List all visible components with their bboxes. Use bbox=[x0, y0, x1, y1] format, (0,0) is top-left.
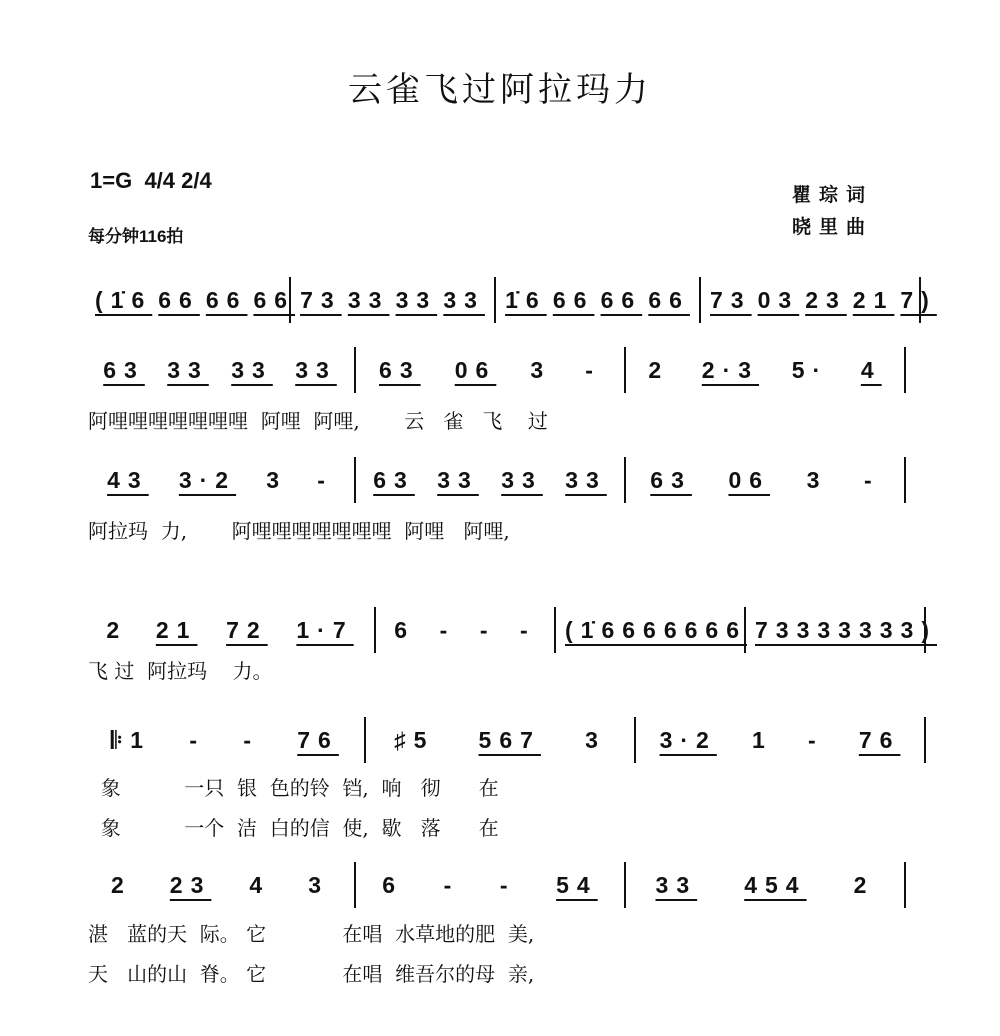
measure bbox=[356, 347, 626, 393]
measure bbox=[746, 607, 937, 653]
note-group: 66 bbox=[600, 286, 643, 313]
note-group: 23 bbox=[805, 286, 847, 313]
song-title: 云雀飞过阿拉玛力 bbox=[348, 70, 652, 110]
note-group: 2 bbox=[106, 616, 128, 643]
lyrics-line: 象 一只 银 色的铃 铛, 响 彻 在 bbox=[88, 776, 499, 800]
note-group: 63 bbox=[650, 466, 692, 493]
lyrics-line: 飞 过 阿拉玛 力。 bbox=[88, 659, 273, 683]
note-group: 33 bbox=[395, 286, 438, 313]
measure bbox=[356, 457, 626, 503]
note-group: 3·2 bbox=[178, 466, 237, 493]
lyrics-line: 湛 蓝的天 际。 它 在唱 水草地的肥 美, bbox=[88, 922, 535, 946]
lyricist: 瞿琮词 bbox=[792, 185, 874, 206]
note-group: 454 bbox=[744, 871, 807, 898]
lyrics-line: 阿哩哩哩哩哩哩哩 阿哩 阿哩, 云 雀 飞 过 bbox=[88, 409, 548, 433]
note-group: 3 bbox=[308, 871, 329, 898]
note-group: 3 bbox=[266, 466, 288, 493]
tempo: 每分钟116拍 bbox=[88, 227, 184, 246]
note-group: - bbox=[807, 726, 824, 753]
measure bbox=[376, 607, 556, 653]
note-group: - bbox=[243, 726, 259, 753]
note-group: 2 bbox=[648, 356, 670, 383]
measure bbox=[496, 277, 701, 323]
note-group: 33 bbox=[231, 356, 273, 383]
note-group: 43 bbox=[107, 466, 149, 493]
lyrics-line: 天 山的山 脊。 它 在唱 维吾尔的母 亲, bbox=[88, 962, 535, 986]
note-group: 73 bbox=[300, 286, 342, 313]
note-group: 66 bbox=[158, 286, 200, 313]
measure bbox=[636, 717, 926, 763]
note-group: ♯5 bbox=[394, 726, 435, 753]
note-group: 2 bbox=[853, 871, 875, 898]
measure bbox=[291, 277, 496, 323]
note-group: 06 bbox=[728, 466, 771, 493]
note-group: 3·2 bbox=[659, 726, 717, 753]
note-group: (1̇6 bbox=[95, 286, 153, 313]
note-group: 33 bbox=[501, 466, 543, 493]
staff-line bbox=[86, 715, 926, 765]
note-group: - bbox=[864, 466, 880, 493]
measure bbox=[86, 862, 356, 908]
note-group: 𝄆1 bbox=[111, 726, 152, 753]
note-group: (1̇6666666 bbox=[565, 616, 747, 643]
note-group: 63 bbox=[379, 356, 421, 383]
note-group: 5· bbox=[791, 356, 829, 383]
measure bbox=[366, 717, 636, 763]
note-group: 21 bbox=[155, 616, 198, 643]
staff-line bbox=[86, 345, 926, 395]
note-group: 33 bbox=[443, 286, 485, 313]
lyrics-line: 阿拉玛 力, 阿哩哩哩哩哩哩哩 阿哩 阿哩, bbox=[88, 519, 510, 543]
note-group: - bbox=[585, 356, 601, 383]
note-group: 73333333) bbox=[755, 616, 937, 643]
time-signature: 4/4 2/4 bbox=[144, 168, 212, 193]
note-group: - bbox=[439, 616, 456, 643]
note-group: 66 bbox=[648, 286, 690, 313]
note-group: 7) bbox=[900, 286, 937, 313]
measure bbox=[86, 457, 356, 503]
note-group: 6 bbox=[394, 616, 416, 643]
note-group: 21 bbox=[852, 286, 895, 313]
note-group: 4 bbox=[249, 871, 271, 898]
note-group: 2 bbox=[111, 871, 132, 898]
lyrics-line: 象 一个 洁 白的信 使, 歇 落 在 bbox=[88, 816, 499, 840]
note-group: 33 bbox=[167, 356, 209, 383]
note-group: 54 bbox=[556, 871, 598, 898]
measure bbox=[86, 277, 296, 323]
note-group: 06 bbox=[454, 356, 497, 383]
note-group: 66 bbox=[253, 286, 296, 313]
measure bbox=[701, 277, 937, 323]
note-group: 2·3 bbox=[701, 356, 760, 383]
note-group: 66 bbox=[205, 286, 248, 313]
key: 1=G bbox=[90, 168, 133, 193]
staff-line bbox=[86, 455, 926, 505]
note-group: 567 bbox=[478, 726, 541, 753]
note-group: 33 bbox=[565, 466, 607, 493]
measure bbox=[86, 347, 356, 393]
composer: 晓里曲 bbox=[792, 217, 874, 238]
note-group: 33 bbox=[295, 356, 337, 383]
note-group: 66 bbox=[552, 286, 595, 313]
note-group: 63 bbox=[373, 466, 415, 493]
note-group: 33 bbox=[347, 286, 390, 313]
staff-line bbox=[86, 860, 926, 910]
staff-line bbox=[86, 275, 937, 325]
note-group: 76 bbox=[297, 726, 339, 753]
note-group: 73 bbox=[710, 286, 752, 313]
note-group: - bbox=[443, 871, 460, 898]
note-group: 63 bbox=[103, 356, 145, 383]
measure bbox=[626, 347, 906, 393]
note-group: 33 bbox=[437, 466, 479, 493]
note-group: 33 bbox=[655, 871, 698, 898]
note-group: 1 bbox=[752, 726, 773, 753]
note-group: 1·7 bbox=[296, 616, 354, 643]
note-group: 23 bbox=[169, 871, 212, 898]
measure bbox=[356, 862, 626, 908]
note-group: - bbox=[189, 726, 206, 753]
note-group: - bbox=[317, 466, 333, 493]
measure bbox=[86, 607, 376, 653]
measure bbox=[86, 717, 366, 763]
note-group: - bbox=[499, 871, 516, 898]
note-group: - bbox=[479, 616, 496, 643]
note-group: 72 bbox=[226, 616, 268, 643]
note-group: 1̇6 bbox=[505, 286, 547, 313]
measure bbox=[556, 607, 746, 653]
note-group: - bbox=[520, 616, 536, 643]
note-group: 3 bbox=[806, 466, 828, 493]
measure bbox=[626, 457, 906, 503]
note-group: 4 bbox=[860, 356, 882, 383]
staff-line bbox=[86, 605, 937, 655]
note-group: 3 bbox=[530, 356, 552, 383]
note-group: 3 bbox=[585, 726, 606, 753]
note-group: 6 bbox=[382, 871, 404, 898]
note-group: 03 bbox=[757, 286, 800, 313]
measure bbox=[626, 862, 906, 908]
key-signature bbox=[90, 168, 212, 194]
note-group: 76 bbox=[858, 726, 901, 753]
